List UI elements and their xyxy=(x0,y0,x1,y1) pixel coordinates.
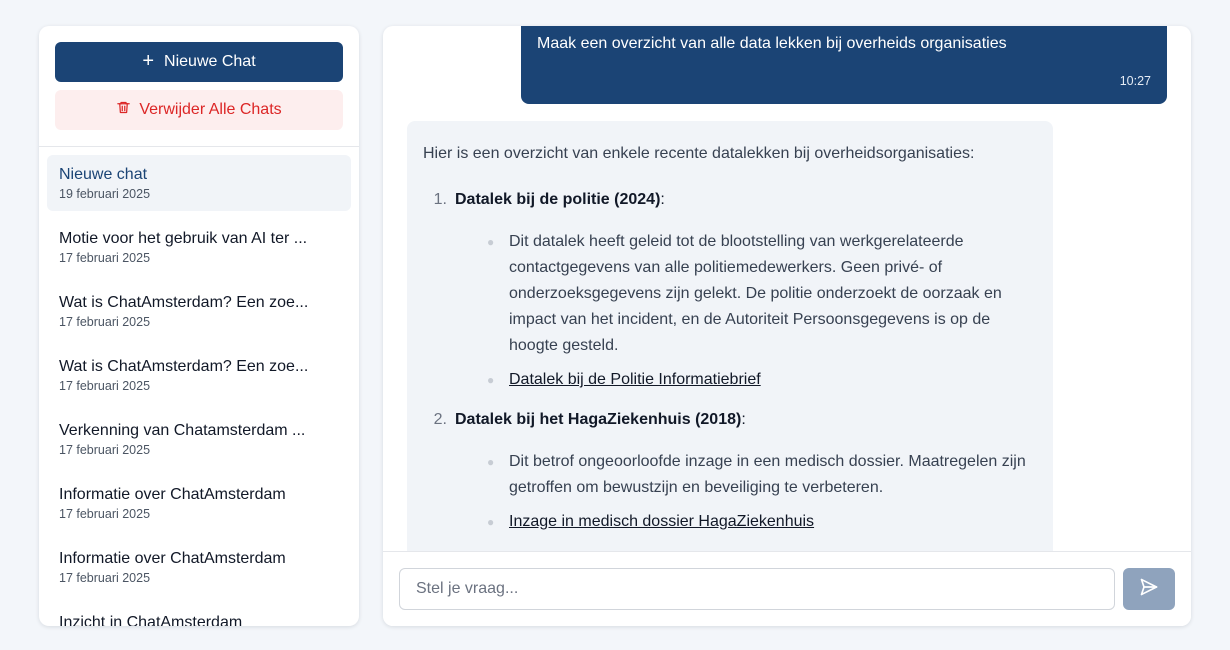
chat-history-item[interactable] xyxy=(47,219,351,275)
item-detail: Dit betrof ongeoorloofde inzage in een medisch dossier. Maatregelen zijn getroffen om bewustzijn en beveiliging te verbeteren. xyxy=(509,453,1026,496)
chat-history-list xyxy=(39,147,359,626)
send-icon xyxy=(1139,577,1159,602)
chat-history-item[interactable] xyxy=(47,411,351,467)
item-title: Datalek bij het HagaZiekenhuis (2018) xyxy=(455,411,742,428)
bullet-icon: ● xyxy=(487,373,495,387)
chat-date: 17 februari 2025 xyxy=(59,571,151,585)
chat-title: Nieuwe chat xyxy=(59,166,148,183)
user-message-text: Maak een overzicht van alle data lekken bij overheids organisaties xyxy=(537,35,1007,52)
chat-history-item[interactable] xyxy=(47,539,351,595)
trash-icon xyxy=(116,100,131,120)
delete-all-chats-label: Verwijder Alle Chats xyxy=(139,101,282,118)
source-link[interactable]: Inzage in medisch dossier HagaZiekenhuis xyxy=(509,513,815,530)
chat-title: Wat is ChatAmsterdam? Een zoe... xyxy=(59,358,309,375)
chat-date: 17 februari 2025 xyxy=(59,251,151,265)
question-input[interactable] xyxy=(399,568,1115,610)
message-scroll-area[interactable] xyxy=(383,26,1191,551)
chat-history-item[interactable] xyxy=(47,347,351,403)
chat-history-item[interactable] xyxy=(47,155,351,211)
chat-date: 19 februari 2025 xyxy=(59,187,151,201)
chat-history-item[interactable] xyxy=(47,475,351,531)
assistant-message xyxy=(407,121,1053,551)
chat-history-item[interactable] xyxy=(47,603,351,626)
chat-date: 17 februari 2025 xyxy=(59,443,151,457)
bullet-icon: ● xyxy=(487,515,495,529)
plus-icon: + xyxy=(142,50,155,72)
bullet-icon: ● xyxy=(487,235,495,249)
delete-all-chats-button[interactable] xyxy=(55,90,343,130)
send-button[interactable] xyxy=(1123,568,1175,610)
item-detail: Dit datalek heeft geleid tot de blootstelling van werkgerelateerde contactgegevens van alle politiemedewerkers. Geen privé- of onderzoeksgegevens zijn gelekt. De politie onderzoekt de oorzaak en impact van het incident, en de Autoriteit Persoonsgegevens is op de hoogte gesteld. xyxy=(509,233,1002,354)
chat-date: 17 februari 2025 xyxy=(59,315,151,329)
chat-title: Wat is ChatAmsterdam? Een zoe... xyxy=(59,294,309,311)
chat-date: 17 februari 2025 xyxy=(59,379,151,393)
chat-title: Verkenning van Chatamsterdam ... xyxy=(59,422,306,439)
bullet-item xyxy=(487,449,1037,501)
new-chat-button[interactable] xyxy=(55,42,343,82)
message-timestamp: 10:27 xyxy=(1119,74,1151,88)
list-item xyxy=(423,407,1037,543)
chat-date: 17 februari 2025 xyxy=(59,507,151,521)
sidebar-actions xyxy=(39,26,359,147)
chat-title: Inzicht in ChatAmsterdam xyxy=(59,614,243,626)
bullet-item xyxy=(487,229,1037,359)
chat-title: Informatie over ChatAmsterdam xyxy=(59,486,286,503)
list-item xyxy=(423,187,1037,401)
bullet-icon: ● xyxy=(487,455,495,469)
list-number: 2. xyxy=(433,411,447,428)
item-title: Datalek bij de politie (2024) xyxy=(455,191,661,208)
bullet-item xyxy=(487,367,1037,393)
item-suffix: : xyxy=(660,191,665,208)
chat-title: Motie voor het gebruik van AI ter ... xyxy=(59,230,308,247)
new-chat-label: Nieuwe Chat xyxy=(164,53,256,70)
source-link[interactable]: Datalek bij de Politie Informatiebrief xyxy=(509,371,761,388)
user-message xyxy=(521,26,1167,104)
chat-history-item[interactable] xyxy=(47,283,351,339)
list-number: 1. xyxy=(433,191,447,208)
composer xyxy=(383,551,1191,626)
sidebar xyxy=(39,26,359,626)
chat-panel xyxy=(383,26,1191,626)
chat-title: Informatie over ChatAmsterdam xyxy=(59,550,286,567)
bullet-item xyxy=(487,509,1037,535)
item-suffix: : xyxy=(741,411,746,428)
assistant-intro: Hier is een overzicht van enkele recente datalekken bij overheidsorganisaties: xyxy=(423,145,975,162)
